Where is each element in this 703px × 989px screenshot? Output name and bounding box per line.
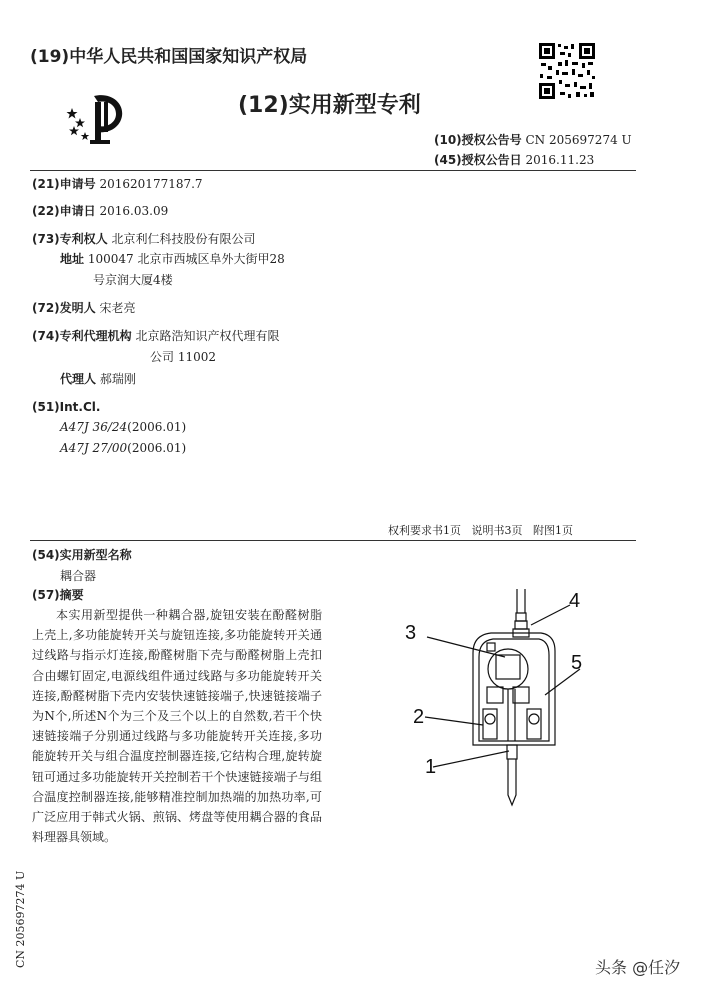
agent-row [60,369,136,389]
figure-label-1: 1 [425,756,437,778]
address-label: 地址 [60,252,85,266]
figure-label-2: 2 [413,706,425,728]
ipc-label: (51)Int.Cl. [32,400,101,414]
application-number: 201620177187.7 [99,177,203,191]
inventor-label: (72)发明人 [32,301,96,315]
application-date-row [32,201,168,221]
application-number-label: (21)申请号 [32,177,96,191]
abstract-label [32,585,84,605]
coupler-drawing [395,585,595,815]
cnipa-logo-icon [66,88,128,146]
publication-date-row [434,151,594,168]
watermark: 头条 @任汐 [595,958,681,977]
document-type: (12)实用新型专利 [238,93,421,118]
figure-label-5: 5 [571,652,583,674]
application-date-label: (22)申请日 [32,204,96,218]
address-row [60,249,285,269]
ipc-code-2-version: (2006.01) [127,441,187,455]
inventor: 宋老亮 [99,301,136,315]
figure-label-4: 4 [569,590,581,612]
address-line1: 100047 北京市西城区阜外大街甲28 [87,252,285,266]
abstract-divider [30,540,636,541]
agency-line1: 北京路浩知识产权代理有限 [135,329,280,343]
application-number-row [32,174,203,194]
abstract-body [32,605,322,847]
patentee-label: (73)专利权人 [32,232,108,246]
ipc-code-1-version: (2006.01) [127,420,187,434]
pages-info: 权利要求书1页 说明书3页 附图1页 [388,524,573,537]
address-line2: 号京润大厦4楼 [93,273,173,287]
agent-label: 代理人 [60,372,97,386]
ipc-code-2 [60,441,186,455]
publication-date-label: (45)授权公告日 [434,153,522,167]
ipc-code-1-class: A47J 36/24 [60,420,128,434]
title-label [32,545,132,565]
qr-code-icon [538,42,596,100]
publication-number-label: (10)授权公告号 [434,133,522,147]
agency-label: (74)专利代理机构 [32,329,132,343]
patentee-row [32,229,256,249]
figure-label-3: 3 [405,622,417,644]
inventor-row [32,298,136,318]
publication-number: CN 205697274 U [525,133,632,147]
agency-row [32,326,280,346]
ipc-code-1 [60,420,186,434]
ipc-label-row [32,397,100,417]
agent: 郝瑞刚 [99,372,136,386]
application-date: 2016.03.09 [99,204,169,218]
ipc-code-2-class: A47J 27/00 [60,441,128,455]
agency-line2: 公司 11002 [150,350,216,364]
abstract-label-text: (57)摘要 [32,588,84,602]
side-publication-code: CN 205697274 U [14,870,27,968]
publication-date: 2016.11.23 [525,153,595,167]
title-label-text: (54)实用新型名称 [32,548,132,562]
header-divider [30,170,636,171]
patentee: 北京利仁科技股份有限公司 [111,232,256,246]
publication-number-row [434,131,632,148]
office-name: (19)中华人民共和国国家知识产权局 [30,47,308,67]
abstract-text: 本实用新型提供一种耦合器,旋钮安装在酚醛树脂上壳上,多功能旋转开关与旋钮连接,多功能旋转开关通过线路与指示灯连接,酚醛树脂下壳与酚醛树脂上壳扣合由螺钉固定,电源线组件通过线路与多功能旋转开关连接,酚醛树脂下壳内安装快速链接端子,快速链接端子为N个,所述N个为三个及三个以上的自然数,若干个快速链接端子分别通过线路与多功能旋转开关连接,多功能旋转开关与组合温度控制器连接,它结构合理,旋转旋钮可通过多功能旋转开关控制若干个快速链接端子与组合温度控制器连接,能够精准控制加热端的加热功率,可广泛应用于韩式火锅、煎锅、烤盘等使用耦合器的食品料理器具领域。 [32,608,322,845]
utility-model-title: 耦合器 [60,569,97,583]
